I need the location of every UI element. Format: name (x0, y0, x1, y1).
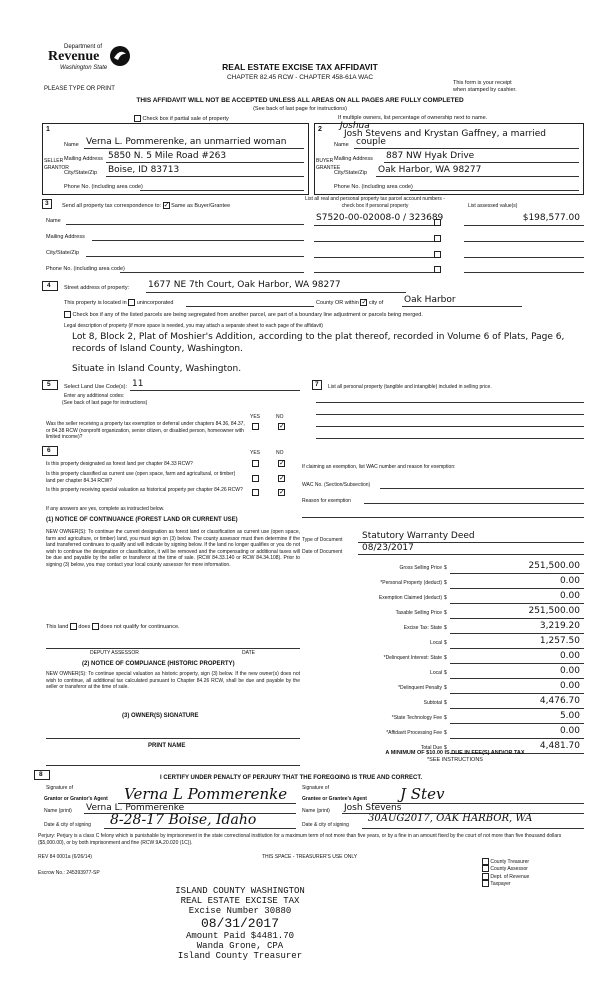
corr-phone-label: Phone No. (including area code) (46, 266, 125, 272)
notice2-title: (2) NOTICE OF COMPLIANCE (HISTORIC PROPERTY) (82, 661, 235, 667)
grantee-date-label: Date & city of signing (302, 822, 349, 828)
seller-city-value: Boise, ID 83713 (108, 165, 180, 175)
doc-type-value: Statutory Warranty Deed (362, 531, 475, 541)
pp-line-3 (316, 426, 584, 427)
deputy-date-label: DATE (242, 650, 255, 656)
city-value: Oak Harbor (404, 295, 456, 305)
legal-label: Legal description of property (if more space is needed, you may attach a separate sheet to each page of the affidavit) (64, 323, 323, 329)
seller-address-label: Mailing Address (64, 156, 103, 162)
corr-name-line (66, 224, 304, 225)
deputy-label: DEPUTY ASSESSOR (90, 650, 139, 656)
dept-of: Department of (64, 44, 103, 50)
send-label: Send all property tax correspondence to: (62, 202, 162, 209)
seller-phone-line (140, 190, 304, 191)
land-label: This land (46, 623, 69, 630)
buyer-phone-line (410, 190, 579, 191)
tax-value: 5.00 (559, 711, 580, 721)
grantor-name-label: Name (print) (44, 808, 72, 814)
pp-line-2 (316, 414, 584, 415)
grantee-sig-line (372, 803, 584, 804)
notice2-text: NEW OWNER(S): To continue special valuation as historic property, sign (3) below. If the new owner(s) does not wish to continue, all additional tax calculated pursuant to Chapter 84.26 RCW, shall be due and payable by the seller or transferor at the time of sale. (46, 671, 300, 690)
buyer-side-1: BUYER (316, 158, 334, 164)
partial-sale-label: Check box if partial sale of property (142, 115, 229, 122)
buyer-side-2: GRANTEE (316, 164, 341, 171)
rev-number: REV 84 0001a (6/26/14) (38, 854, 92, 860)
section6-yes: YES (250, 450, 261, 456)
land-use-line (130, 390, 300, 391)
tax-sym: $ (444, 595, 447, 601)
assessed-line-1 (464, 225, 584, 226)
stamp-line-4: 08/31/2017 (200, 916, 279, 931)
buyer-phone-label: Phone No. (including area code) (334, 184, 413, 190)
buyer-name-value-2: couple (356, 137, 386, 147)
tax-row (300, 710, 584, 725)
grantee-date-value: 30AUG2017, OAK HARBOR, WA (368, 813, 533, 824)
grantor-date-value: 8-28-17 Boise, Idaho (110, 812, 257, 828)
dor-logo (42, 44, 142, 84)
seller-phone-label: Phone No. (including area code) (64, 184, 143, 190)
section-7-number: 7 (315, 381, 319, 388)
buyer-city-line (376, 176, 579, 177)
partial-sale-row (134, 115, 229, 122)
copy-row (482, 865, 529, 872)
seller-address-line (106, 162, 304, 163)
buyer-side-label (316, 158, 341, 171)
forest-yes-checkbox[interactable] (252, 460, 259, 467)
print-name-label: PRINT NAME (148, 743, 186, 749)
personal-property-label: List all personal property (tangible and intangible) included in selling price. (328, 384, 492, 390)
exemption-question: Was the seller receiving a property tax exemption or deferral under chapters 84.36, 84.37, or 84.38 RCW (nonprofit organization, senior citizen, or disabled person, homeowner with limited income)? (46, 421, 245, 440)
same-as-label: Same as Buyer/Grantee (171, 202, 231, 209)
segregated-checkbox[interactable] (64, 311, 71, 318)
tax-value: 0.00 (559, 651, 580, 661)
located-row (64, 299, 173, 306)
tax-row (300, 725, 584, 740)
section5-no: NO (276, 414, 284, 420)
corr-phone-line (120, 272, 304, 273)
legal-desc-2: records of Island County, Washington. (72, 344, 243, 354)
parcel-line-3 (314, 257, 434, 258)
receipt-note-1: This form is your receipt (453, 80, 512, 86)
multiple-owners-note: If multiple owners, list percentage of ownership next to name. (338, 115, 488, 121)
county-line (186, 306, 314, 307)
grantor-name-value: Verna L. Pommerenke (86, 803, 185, 813)
doc-date-label: Date of Document (302, 549, 343, 555)
street-line (146, 292, 406, 293)
grantor-date-line (104, 828, 296, 829)
tax-sym: $ (444, 670, 447, 676)
parcel-line-1 (314, 225, 434, 226)
tax-sym: $ (444, 685, 447, 691)
exemption-no-checkbox[interactable]: ✓ (279, 423, 285, 430)
tax-sym: $ (444, 640, 447, 646)
tax-label: Local (430, 640, 442, 646)
section6-no: NO (276, 450, 284, 456)
assessed-line-4 (464, 272, 584, 273)
tax-value: 4,481.70 (539, 741, 580, 751)
corr-name-label: Name (46, 218, 61, 224)
buyer-address-line (384, 162, 579, 163)
tax-value: 251,500.00 (528, 561, 580, 571)
buyer-name-label: Name (334, 142, 349, 148)
current-use-question: Is this property classified as current use (open space, farm and agricultural, or timber) land per chapter 84.34 RCW? (46, 471, 236, 484)
tax-sym: $ (444, 655, 447, 661)
forest-no-checkbox[interactable]: ✓ (279, 460, 285, 467)
seller-name-line (84, 148, 304, 149)
located-label: This property is located in (64, 299, 127, 306)
seller-name-value: Verna L. Pommerenke, an unmarried woman (86, 137, 287, 147)
unincorporated-label: unincorporated (136, 299, 174, 306)
tax-row (300, 650, 584, 665)
tax-value: 0.00 (559, 666, 580, 676)
land-use-value: 11 (132, 379, 144, 389)
tax-value: 0.00 (559, 576, 580, 586)
street-label: Street address of property: (64, 285, 130, 291)
grantee-name-label: Name (print) (302, 808, 330, 814)
stamp-line-7: Island County Treasurer (177, 951, 303, 961)
tax-sym: $ (444, 730, 447, 736)
tax-row (300, 635, 584, 650)
assessed-header: List assessed value(s) (468, 203, 518, 209)
escrow-number: Escrow No.: 245393977-SP (38, 870, 100, 876)
city-of-label: city of (368, 299, 384, 306)
copy-label: County Assessor (490, 866, 528, 873)
segregated-row (64, 311, 584, 318)
same-as-checkbox[interactable]: ✓ (163, 202, 170, 209)
corr-city-line (86, 256, 304, 257)
reason-line-1 (364, 503, 584, 504)
legal-desc-1: Lot 8, Block 2, Plat of Moshier's Addition, according to the plat thereof, recorded in Volume 6 of Plats, Page 6, (72, 332, 565, 342)
tax-label: *Delinquent Interest: State (383, 655, 442, 661)
notice1-title: (1) NOTICE OF CONTINUANCE (FOREST LAND OR CURRENT USE) (46, 517, 238, 523)
owner-sig-line (46, 738, 300, 739)
copy-label: County Treasurer (490, 858, 530, 865)
partial-sale-checkbox[interactable] (134, 115, 141, 122)
dept-revenue: Revenue (48, 49, 100, 64)
land-does-label: does (78, 623, 91, 630)
forest-question: Is this property designated as forest land per chapter 84.33 RCW? (46, 461, 193, 467)
tax-value: 1,257.50 (539, 636, 580, 646)
parcel-line-4 (314, 272, 434, 273)
city-line (402, 306, 522, 307)
perjury-text: Perjury: Perjury is a class C felony which is punishable by imprisonment in the state correctional institution for a maximum term of not more than five years, or by a fine in an amount fixed by the court of not more than five thousand dollars ($5,000.00), or by both imprisonment and fine (RCW 9A.20.020 (1C)). (38, 833, 562, 846)
tax-row (300, 575, 584, 590)
copy-checkbox[interactable] (482, 865, 489, 872)
grantor-signature: Verna L Pommerenke (124, 785, 288, 803)
tax-value: 0.00 (559, 591, 580, 601)
land-does-not-label: does not qualify for continuance. (100, 623, 180, 630)
seller-address-value: 5850 N. 5 Mile Road #263 (108, 151, 227, 161)
buyer-city-value: Oak Harbor, WA 98277 (378, 165, 482, 175)
tax-label: Exemption Claimed (deduct) (378, 595, 442, 601)
grantor-agent-label: Grantor or Grantor's Agent (44, 796, 108, 802)
tax-label: Subtotal (423, 700, 442, 706)
tax-label: *State Technology Fee (391, 715, 442, 721)
tax-sym: $ (444, 580, 447, 586)
grantor-sig-of: Signature of (46, 785, 73, 791)
if-yes-note: If any answers are yes, complete as instructed below. (46, 506, 165, 512)
send-correspondence (62, 202, 230, 209)
historic-question: Is this property receiving special valuation as historical property per chapter 84.26 RCW? (46, 487, 243, 493)
copy-checkbox[interactable] (482, 873, 489, 880)
tax-sym: $ (444, 565, 447, 571)
tax-label: *Affidavit Processing Fee (386, 730, 442, 736)
receipt-note-2: when stamped by cashier. (453, 87, 517, 93)
tax-label: Taxable Selling Price (395, 610, 442, 616)
notice1-text: NEW OWNER(S): To continue the current designation as forest land or classification as current use (open space, farm and agriculture, or timber) land, you must sign on (3) below. The county assessor must then determine if the land transferred continues to qualify and will indicate by signing below. If the land no longer qualifies or you do not wish to continue the designation or classification, it will be removed and the compensating or additional taxes will be due and payable by the seller or transferor at the time of sale. (RCW 84.33.140 or RCW 84.34.108). Prior to signing (3) below, you may contact your local county assessor for more information. (46, 529, 300, 568)
seller-side-label (44, 158, 69, 171)
county-or-row (316, 299, 383, 306)
section-1-number: 1 (46, 126, 50, 133)
grantor-date-label: Date & city of signing (44, 822, 91, 828)
tax-row (300, 695, 584, 710)
stamp-line-6: Wanda Grone, CPA (196, 941, 284, 951)
parcel-personal-checkbox-3[interactable] (434, 251, 441, 258)
tax-label: *Delinquent Penalty (398, 685, 442, 691)
current-use-no-checkbox[interactable]: ✓ (279, 475, 285, 482)
segregated-label: Check box if any of the listed parcels are being segregated from another parcel, are part of a boundary line adjustment or parcels being merged. (72, 311, 423, 318)
tax-sym: $ (444, 715, 447, 721)
section-5-number: 5 (47, 381, 51, 388)
street-value: 1677 NE 7th Court, Oak Harbor, WA 98277 (148, 280, 341, 290)
tax-value: 251,500.00 (528, 606, 580, 616)
section-6-number: 6 (47, 447, 51, 454)
deputy-line (46, 648, 300, 649)
dor-logo-icon (108, 44, 132, 68)
grantee-date-line (362, 828, 584, 829)
historic-yes-checkbox[interactable] (252, 489, 259, 496)
section-8-number: 8 (39, 771, 43, 778)
tax-row (300, 605, 584, 620)
parcel-personal-checkbox-2[interactable] (434, 235, 441, 242)
stamp-line-3: Excise Number 30880 (188, 906, 292, 916)
seller-city-label: City/State/Zip (64, 170, 98, 176)
current-use-yes-checkbox[interactable] (252, 475, 259, 482)
certify-text: I CERTIFY UNDER PENALTY OF PERJURY THAT THE FOREGOING IS TRUE AND CORRECT. (160, 775, 423, 781)
seller-side-2: GRANTOR (44, 164, 69, 171)
pp-line-4 (316, 438, 584, 439)
section5-yes: YES (250, 414, 261, 420)
reason-label: Reason for exemption (302, 498, 351, 504)
treasurer-only: THIS SPACE - TREASURER'S USE ONLY (262, 854, 358, 860)
tax-label: Local (430, 670, 442, 676)
city-checkbox[interactable]: ✓ (361, 299, 368, 306)
land-does-not-checkbox[interactable] (92, 623, 99, 630)
doc-type-label: Type of Document (302, 537, 343, 543)
section-4-number: 4 (47, 282, 51, 289)
form-title: REAL ESTATE EXCISE TAX AFFIDAVIT (222, 62, 378, 72)
parcel-personal-checkbox-4[interactable] (434, 266, 441, 273)
unincorporated-checkbox[interactable] (128, 299, 135, 306)
section5-see-back: (See back of last page for instructions) (62, 400, 148, 406)
legal-desc-3: Situate in Island County, Washington. (72, 364, 242, 374)
tax-label: Gross Selling Price (399, 565, 442, 571)
minimum-due: A MINIMUM OF $10.00 IS DUE IN FEE(S) AND/OR TAX (385, 750, 525, 756)
reason-line-2 (302, 517, 584, 518)
copy-checkbox[interactable] (482, 880, 489, 887)
grantee-signature: J Stev (400, 785, 445, 803)
tax-sym: $ (444, 745, 447, 751)
tax-sym: $ (444, 700, 447, 706)
pp-line-1 (316, 402, 584, 403)
copy-label: Dept. of Revenue (490, 873, 530, 880)
owner-sig-label: (3) OWNER(S) SIGNATURE (122, 713, 199, 719)
print-name-line (46, 765, 300, 766)
land-qualify-row (46, 623, 180, 630)
tax-row (300, 560, 584, 575)
tax-value: 3,219.20 (539, 621, 580, 631)
buyer-address-value: 887 NW Hyak Drive (386, 151, 475, 161)
copy-distribution (482, 858, 529, 887)
see-instructions: *SEE INSTRUCTIONS (427, 757, 483, 763)
seller-city-line (106, 176, 304, 177)
seller-name-label: Name (64, 142, 79, 148)
tax-table (300, 560, 584, 755)
stamp-line-1: ISLAND COUNTY WASHINGTON (175, 886, 305, 896)
copy-label: Taxpayer (490, 880, 511, 887)
tax-label: Excise Tax: State (403, 625, 442, 631)
tax-value: 4,476.70 (539, 696, 580, 706)
claim-exemption-label: If claiming an exemption, list WAC number and reason for exemption: (302, 464, 456, 470)
buyer-name-value: Josh Stevens and Krystan Gaffney, a married (344, 129, 546, 139)
parcel-value: S7520-00-02008-0 / 323689 (316, 213, 444, 223)
assessed-line-3 (464, 257, 584, 258)
tax-sym: $ (444, 625, 447, 631)
seller-side-1: SELLER (44, 158, 64, 164)
see-back: (See back of last page for instructions) (253, 106, 347, 112)
section-2-number: 2 (318, 126, 322, 133)
corr-address-line (92, 240, 304, 241)
exemption-yes-checkbox[interactable] (252, 423, 259, 430)
doc-date-value: 08/23/2017 (362, 543, 414, 553)
buyer-city-label: City/State/Zip (334, 170, 368, 176)
wac-label: WAC No. (Section/Subsection) (302, 482, 371, 488)
corr-address-label: Mailing Address (46, 234, 85, 240)
tax-value: 0.00 (559, 681, 580, 691)
parcel-header: List all real and personal property tax parcel account numbers - check box if personal property (305, 196, 445, 209)
copy-row (482, 880, 529, 887)
parcel-personal-checkbox-1[interactable] (434, 219, 441, 226)
copy-row (482, 858, 529, 865)
buyer-name-line (354, 148, 579, 149)
copy-row (482, 873, 529, 880)
grantee-sig-of: Signature of (302, 785, 329, 791)
stamp-line-2: REAL ESTATE EXCISE TAX (180, 896, 300, 906)
tax-row (300, 620, 584, 635)
stamp-line-5: Amount Paid $4481.70 (185, 931, 295, 941)
grantee-agent-label: Grantee or Grantee's Agent (302, 796, 367, 802)
additional-codes: Enter any additional codes: (64, 393, 125, 399)
land-use-label: Select Land Use Code(s): (64, 384, 127, 390)
treasurer-stamp (110, 886, 370, 961)
historic-no-checkbox[interactable]: ✓ (279, 489, 285, 496)
tax-row (300, 665, 584, 680)
tax-label: *Personal Property (deduct) (380, 580, 442, 586)
land-does-checkbox[interactable] (70, 623, 77, 630)
warning-text: THIS AFFIDAVIT WILL NOT BE ACCEPTED UNLESS ALL AREAS ON ALL PAGES ARE FULLY COMPLETED (136, 97, 464, 104)
section-3-number: 3 (45, 200, 49, 207)
tax-label: Total Due (420, 745, 442, 751)
tax-sym: $ (444, 610, 447, 616)
tax-row (300, 590, 584, 605)
tax-value: 0.00 (559, 726, 580, 736)
corr-city-label: City/State/Zip (46, 250, 80, 256)
please-type: PLEASE TYPE OR PRINT (44, 86, 115, 92)
county-or-label: County OR within (316, 299, 359, 306)
parcel-line-2 (314, 241, 434, 242)
tax-row (300, 680, 584, 695)
dept-state: Washington State (60, 65, 108, 71)
copy-checkbox[interactable] (482, 858, 489, 865)
assessed-line-2 (464, 241, 584, 242)
doc-date-line (358, 554, 584, 555)
buyer-address-label: Mailing Address (334, 156, 373, 162)
buyer-name-handwritten: Joshua (340, 121, 370, 131)
form-chapter: CHAPTER 82.45 RCW - CHAPTER 458-61A WAC (226, 74, 374, 81)
grantee-name-value: Josh Stevens (344, 803, 402, 813)
assessed-value: $198,577.00 (522, 213, 580, 223)
wac-line (380, 488, 584, 489)
